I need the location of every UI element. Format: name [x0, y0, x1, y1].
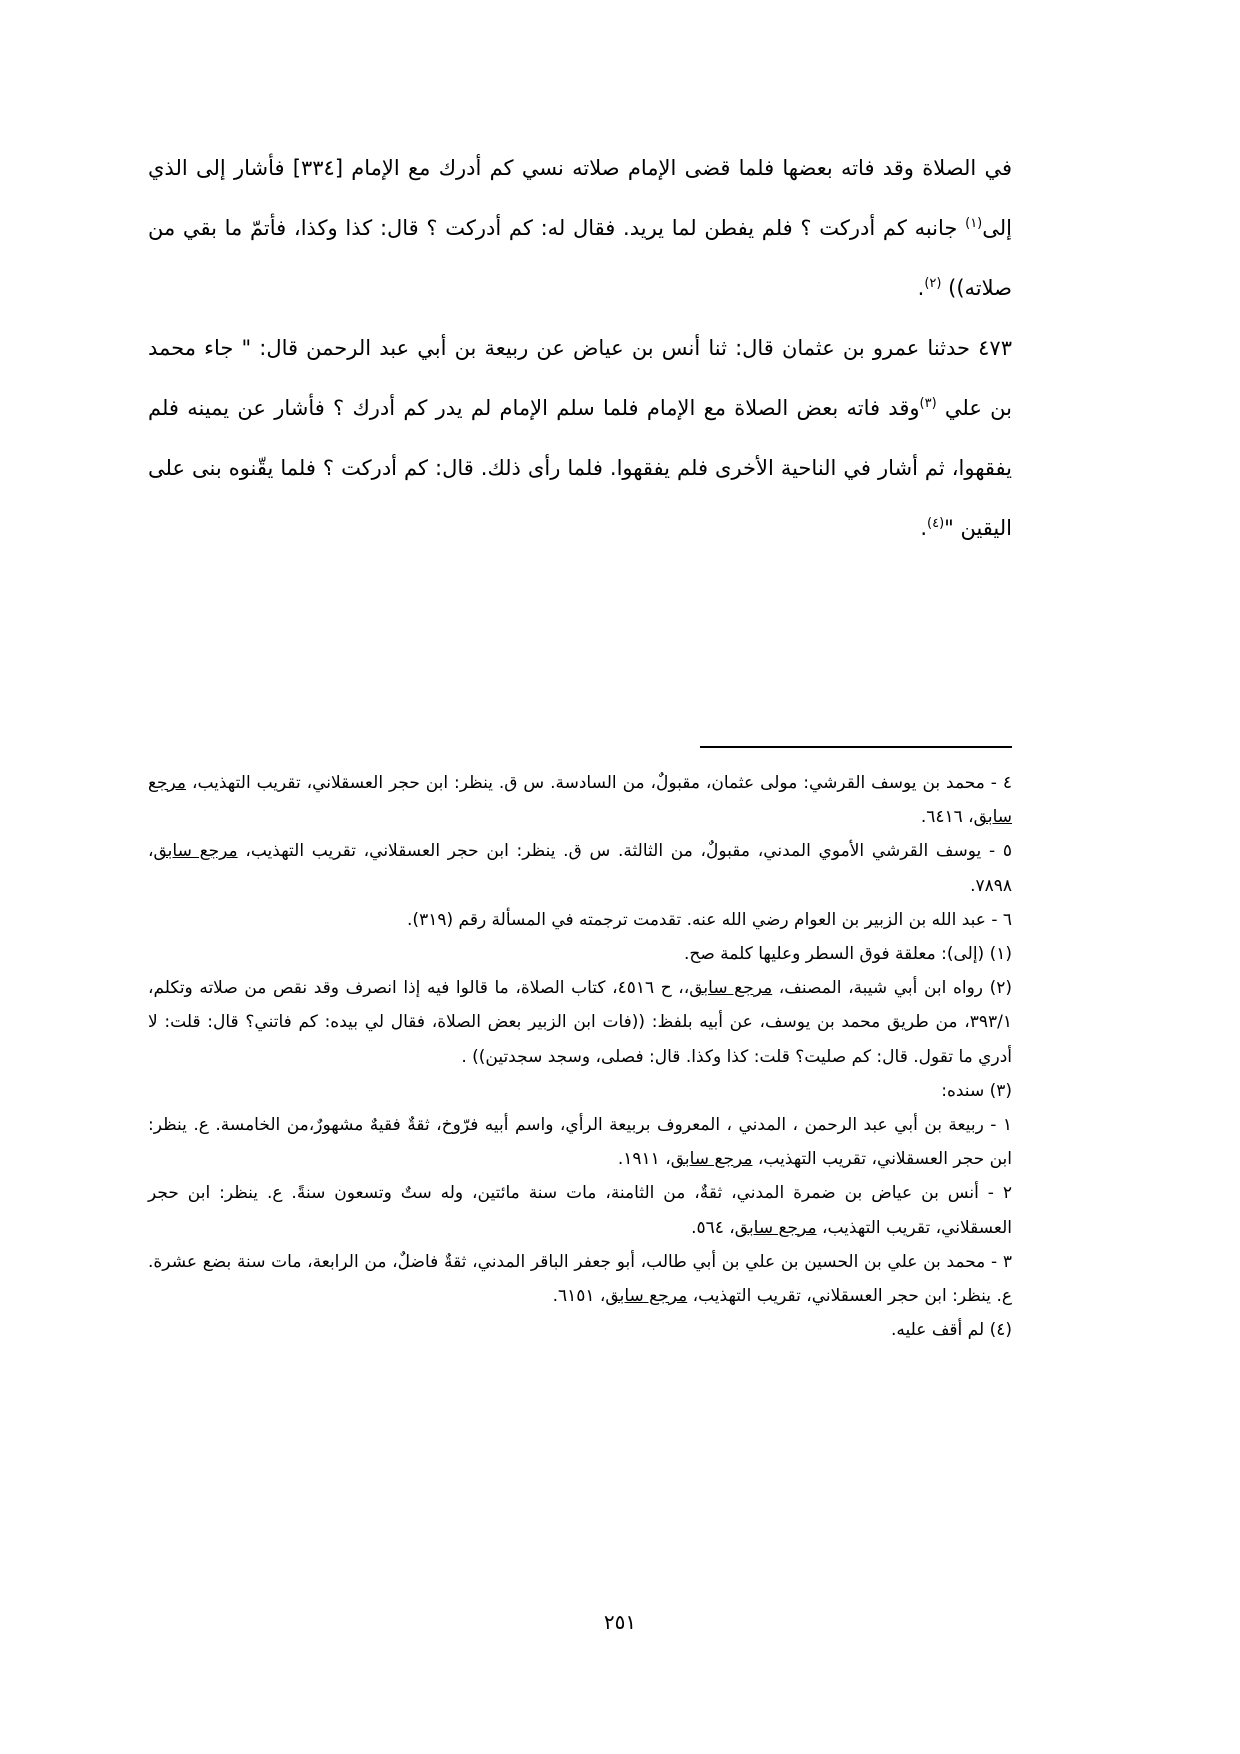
underlined-reference: مرجع سابق: [605, 1286, 688, 1307]
text-segment: (٤) لم أقف عليه.: [891, 1320, 1012, 1341]
footnote-entry: [148, 766, 1012, 834]
text-segment: (١) (إلى): معلقة فوق السطر وعليها كلمة صح.: [683, 944, 1012, 965]
underlined-reference: مرجع سابق: [670, 1149, 753, 1170]
text-segment: وقد فاته بعض الصلاة مع الإمام فلما سلم الإمام لم يدر كم أدرك ؟ فأشار عن يمينه فلم يفقهوا، ثم أشار في الناحية الأخرى فلم يفقهوا. فلما رأى ذلك. قال: كم أدركت ؟ فلما يقّنوه بنى على اليقين ": [148, 396, 1012, 540]
text-segment: ٥ - يوسف القرشي الأموي المدني، مقبولٌ، من الثالثة. س ق. ينظر: ابن حجر العسقلاني، تقريب التهذيب،: [237, 841, 1013, 862]
page-number: ٢٥١: [603, 1610, 637, 1634]
footnotes-section: [148, 766, 1012, 1347]
footnote-entry: [148, 937, 1012, 971]
footnote-reference: (٣): [919, 396, 937, 411]
footnote-entry: [148, 1245, 1012, 1313]
footnote-reference: (١): [965, 216, 983, 231]
text-segment: ١ - ربيعة بن أبي عبد الرحمن ، المدني ، المعروف بربيعة الرأي، واسم أبيه فرّوخ، ثقةٌ فقيهٌ مشهورٌ،من الخامسة. ع. ينظر: ابن حجر العسقلاني، تقريب التهذيب،: [148, 1115, 1012, 1170]
footnote-reference: (٤): [927, 516, 945, 531]
text-segment: ، ٧٨٩٨.: [148, 841, 1012, 896]
text-segment: جانبه كم أدركت ؟ فلم يفطن لما يريد. فقال له: كم أدركت ؟ قال: كذا وكذا، فأتمّ ما بقي من صلاته)): [148, 216, 1012, 300]
text-segment: ٢ - أنس بن عياض بن ضمرة المدني، ثقةٌ، من الثامنة، مات سنة مائتين، وله ستٌ وتسعون سنةً. ع. ينظر: ابن حجر العسقلاني، تقريب التهذيب،: [148, 1183, 1012, 1238]
text-segment: ، ١٩١١.: [617, 1149, 671, 1170]
text-segment: .: [917, 276, 925, 300]
text-segment: ٤ - محمد بن يوسف القرشي: مولى عثمان، مقبولٌ، من السادسة. س ق. ينظر: ابن حجر العسقلاني، تقريب التهذيب،: [186, 773, 1012, 793]
footnote-entry: [148, 1176, 1012, 1244]
footnote-reference: (٢): [924, 276, 942, 291]
underlined-reference: مرجع سابق: [734, 1217, 817, 1238]
text-segment: (٢) رواه ابن أبي شيبة، المصنف،: [772, 978, 1012, 999]
text-segment: .: [920, 516, 927, 540]
footnote-separator: [700, 746, 1012, 748]
footnote-entry: [148, 1313, 1012, 1347]
body-paragraph: [148, 318, 1012, 558]
underlined-reference: مرجع سابق: [148, 773, 1012, 828]
text-segment: ٤٧٣ حدثنا عمرو بن عثمان قال: ثنا أنس بن عياض عن ربيعة بن أبي عبد الرحمن قال: " جاء محمد بن علي: [148, 336, 1012, 420]
text-segment: في الصلاة وقد فاته بعضها فلما قضى الإمام صلاته نسي كم أدرك مع الإمام [٣٣٤] فأشار إلى الذي إلى: [148, 156, 1012, 240]
footnote-entry: [148, 1108, 1012, 1176]
text-segment: ٣ - محمد بن علي بن الحسين بن علي بن أبي طالب، أبو جعفر الباقر المدني، ثقةٌ فاضلٌ، من الرابعة، مات سنة بضع عشرة. ع. ينظر: ابن حجر العسقلاني، تقريب التهذيب،: [148, 1251, 1012, 1307]
footnote-entry: [148, 834, 1012, 902]
underlined-reference: مرجع سابق: [153, 841, 238, 862]
text-segment: ،، ح ٤٥١٦، كتاب الصلاة، ما قالوا فيه إذا انصرف وقد نقص من صلاته وتكلم، ٣٩٣/١، من طريق محمد بن يوسف، عن أبيه بلفظ: ((فات ابن الزبير بعض الصلاة، فقال لي بيده: كم فاتني؟ قال: قلت: لا أدري ما تقول. قال: كم صليت؟ قلت: كذا وكذا. قال: فصلى، وسجد سجدتين)) .: [148, 978, 1012, 1067]
text-segment: ، ٥٦٤.: [691, 1217, 735, 1238]
text-segment: ٦ - عبد الله بن الزبير بن العوام رضي الله عنه. تقدمت ترجمته في المسألة رقم (٣١٩).: [407, 909, 1012, 930]
footnote-entry: [148, 903, 1012, 937]
underlined-reference: مرجع سابق: [689, 978, 773, 999]
text-segment: (٣) سنده:: [941, 1080, 1012, 1101]
main-body-text: [148, 138, 1012, 558]
text-segment: ، ٦١٥١.: [552, 1286, 606, 1307]
footnote-entry: [148, 1074, 1012, 1108]
body-paragraph: [148, 138, 1012, 318]
footnote-entry: [148, 971, 1012, 1074]
text-segment: ، ٦٤١٦.: [920, 807, 974, 828]
